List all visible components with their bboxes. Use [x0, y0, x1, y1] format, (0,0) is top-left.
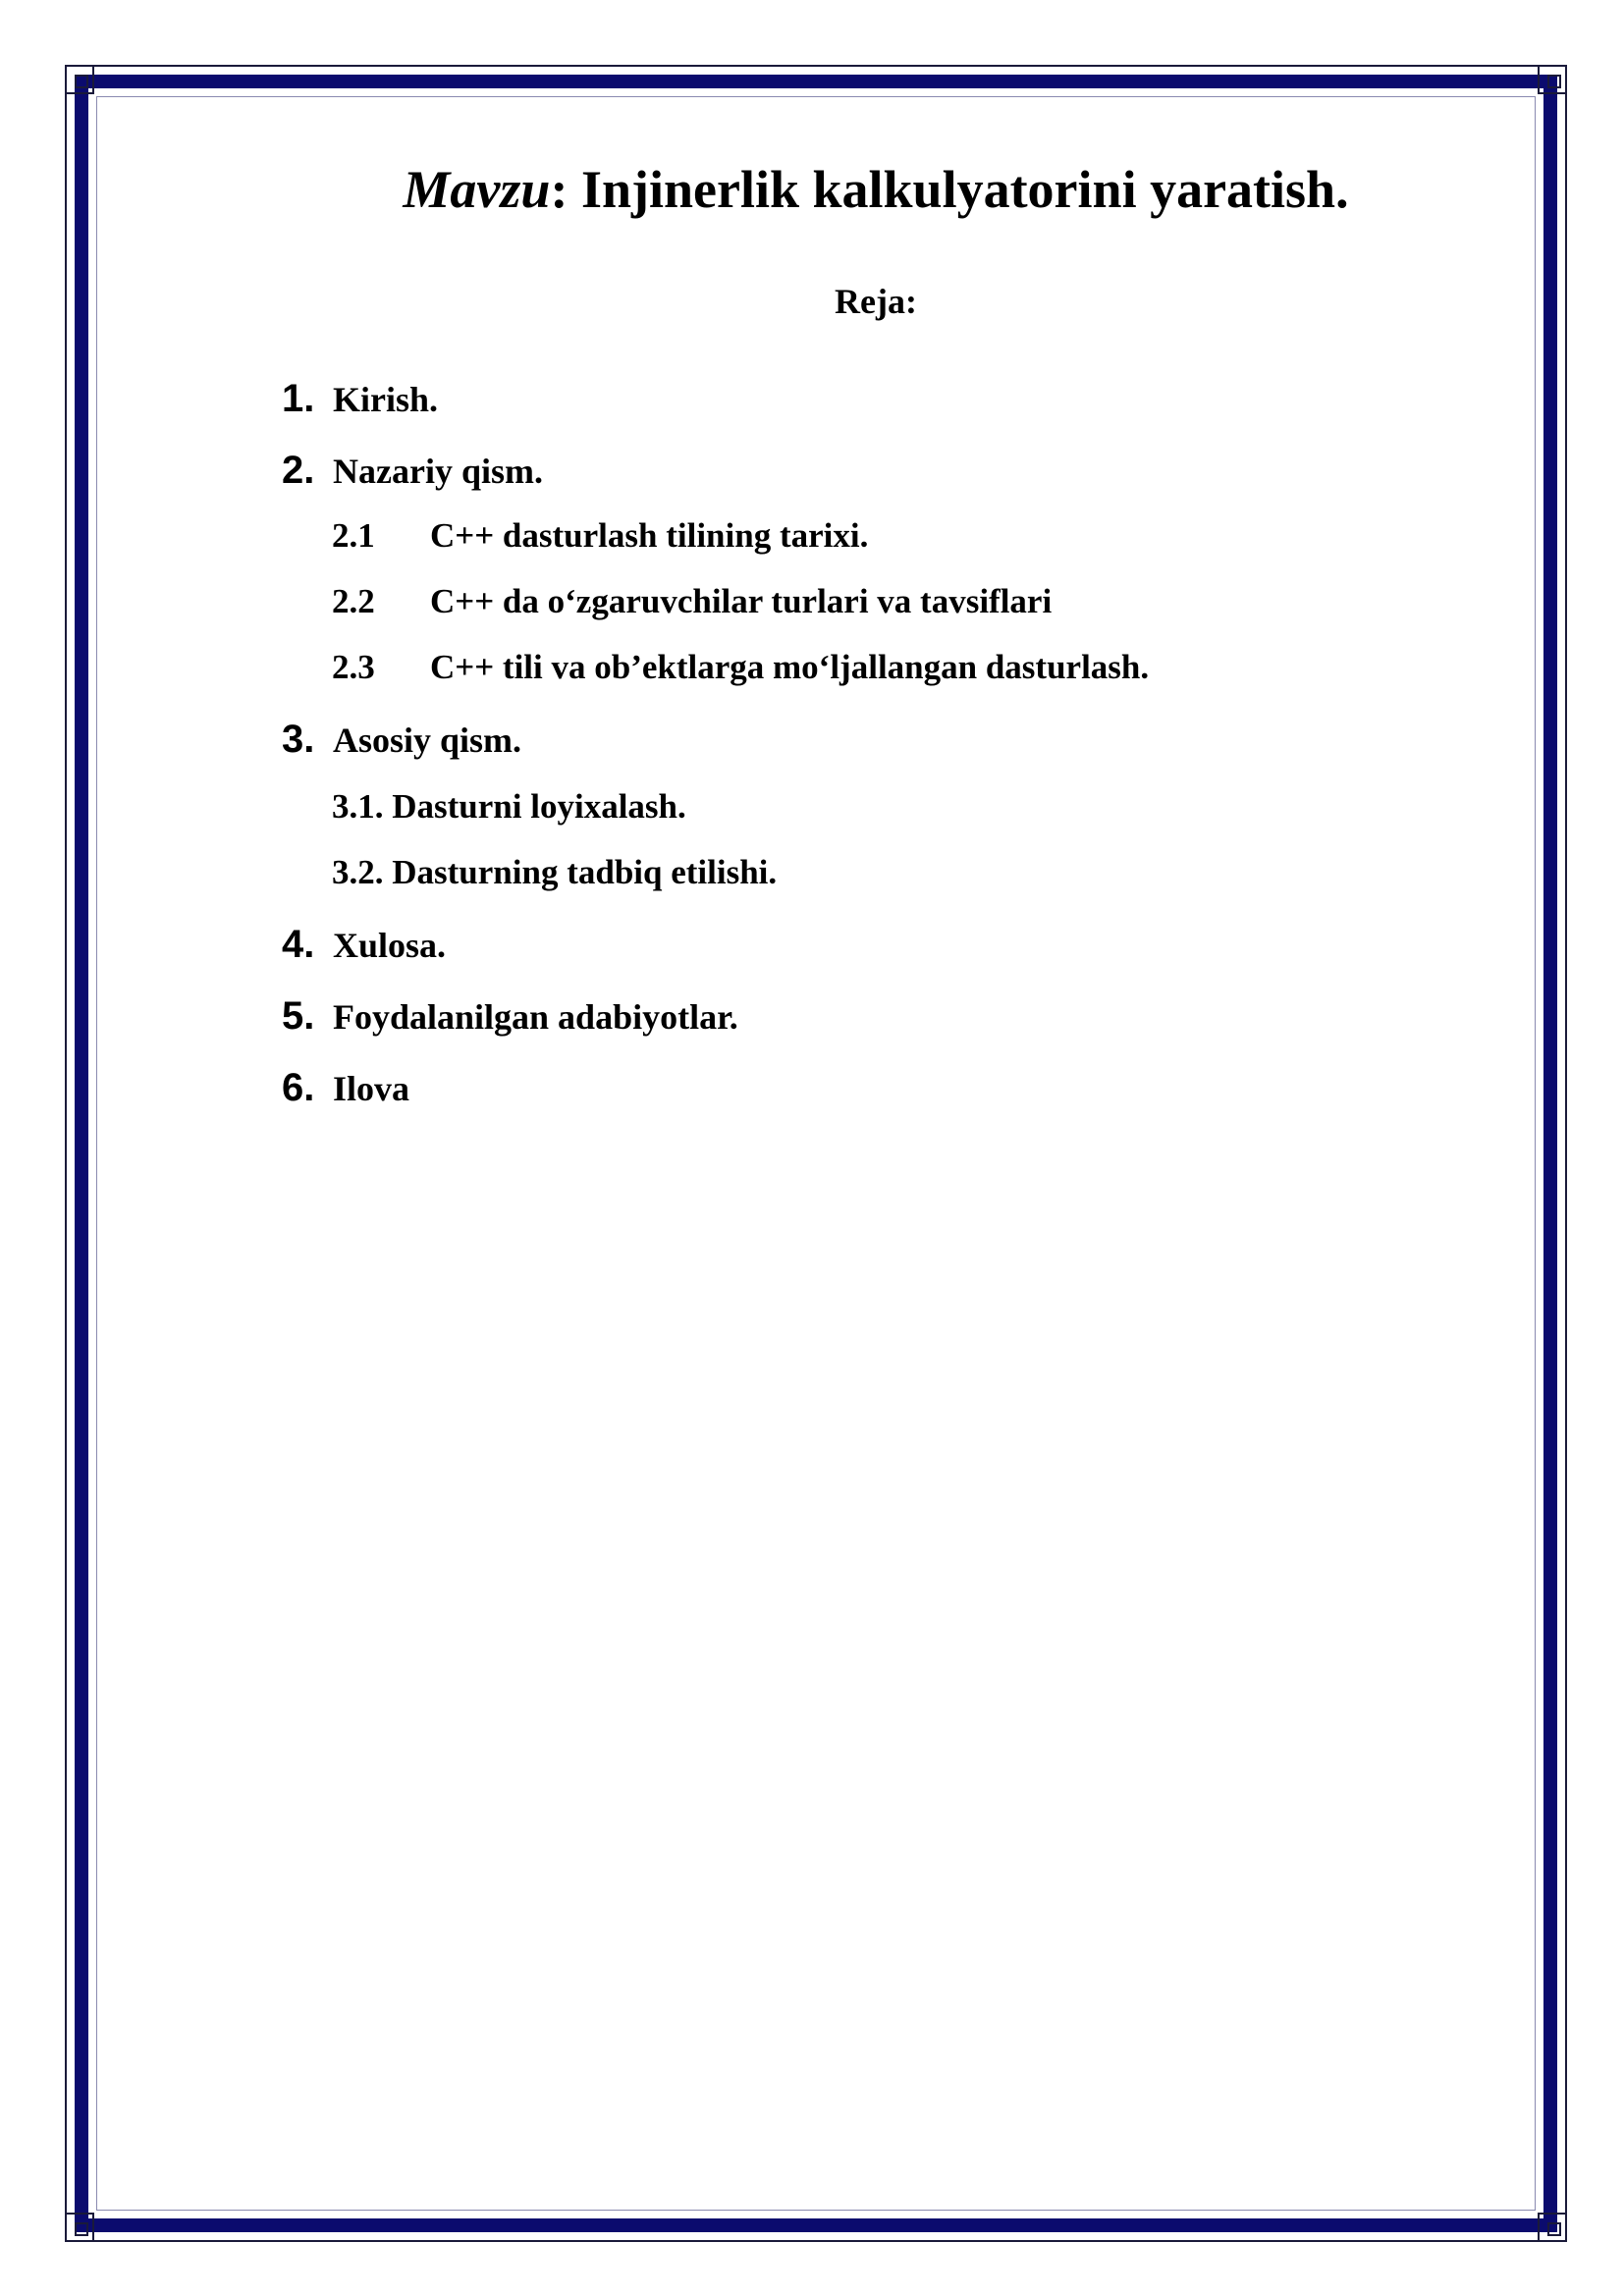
list-item-number: 3.	[282, 718, 315, 761]
title-separator: :	[550, 160, 568, 219]
list-item-text: Asosiy qism.	[333, 721, 522, 760]
list-item	[282, 447, 543, 503]
title-text: Injinerlik kalkulyatorini yaratish.	[568, 160, 1349, 219]
corner-ornament-bottom-right	[1538, 2213, 1567, 2242]
list-item	[282, 1064, 409, 1120]
list-item	[282, 375, 438, 431]
list-item-number: 1.	[282, 377, 315, 420]
document-title	[0, 155, 1624, 224]
corner-ornament-top-left	[65, 65, 94, 94]
sublist-item-text: C++ da o‘zgaruvchilar turlari va tavsiflari	[430, 582, 1053, 620]
title-keyword: Mavzu	[403, 160, 551, 219]
corner-ornament-top-right	[1538, 65, 1567, 94]
list-item-number: 2.	[282, 449, 315, 492]
sublist-item: 3.2. Dasturning tadbiq etilishi.	[332, 853, 778, 891]
list-item-text: Kirish.	[333, 380, 439, 419]
plan-heading: Reja:	[835, 282, 917, 321]
sublist-item-text: C++ dasturlash tilining tarixi.	[430, 516, 869, 555]
list-item	[282, 716, 521, 772]
list-item	[282, 992, 738, 1048]
list-item-text: Nazariy qism.	[333, 452, 543, 491]
list-item-number: 6.	[282, 1066, 315, 1109]
sublist-item	[332, 644, 1149, 691]
sublist-item-text: C++ tili va ob’ektlarga mo‘ljallangan dasturlash.	[430, 648, 1150, 686]
sublist-item-number: 2.1	[332, 516, 375, 555]
list-item-number: 4.	[282, 923, 315, 966]
sublist-item-number: 2.3	[332, 648, 375, 686]
list-item-number: 5.	[282, 994, 315, 1038]
list-item-text: Ilova	[333, 1069, 410, 1108]
sublist-item	[332, 578, 1052, 625]
sublist-item-number: 2.2	[332, 582, 375, 620]
sublist-item: 3.1. Dasturni loyixalash.	[332, 787, 686, 826]
corner-ornament-bottom-left	[65, 2213, 94, 2242]
list-item-text: Foydalanilgan adabiyotlar.	[333, 997, 738, 1037]
list-item-text: Xulosa.	[333, 926, 447, 965]
sublist-item	[332, 512, 868, 560]
list-item	[282, 921, 446, 977]
